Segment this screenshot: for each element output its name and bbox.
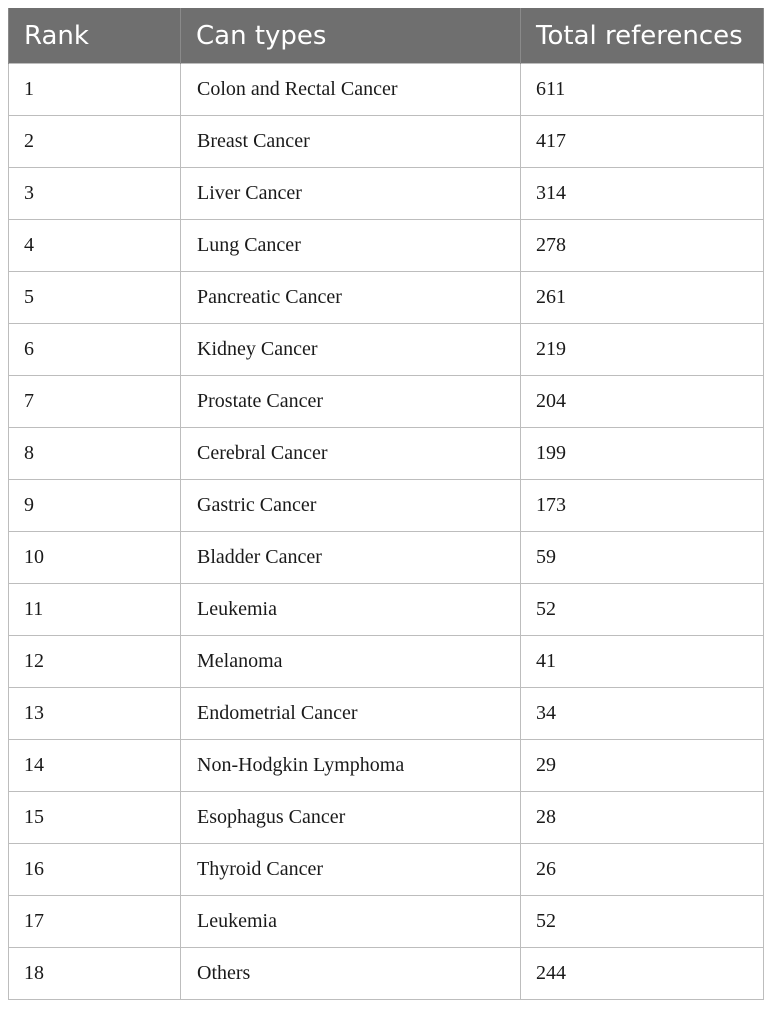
header-can-types: Can types <box>181 8 521 64</box>
rank-cell: 14 <box>9 740 181 792</box>
total-references-cell: 261 <box>521 272 764 324</box>
table-row <box>9 792 764 844</box>
total-references-cell: 52 <box>521 896 764 948</box>
can-type-cell: Bladder Cancer <box>181 532 521 584</box>
table-row <box>9 220 764 272</box>
total-references-cell: 34 <box>521 688 764 740</box>
table-body <box>9 64 764 1000</box>
table-row <box>9 948 764 1000</box>
table-header <box>9 8 764 64</box>
can-type-cell: Pancreatic Cancer <box>181 272 521 324</box>
can-type-cell: Prostate Cancer <box>181 376 521 428</box>
can-type-cell: Lung Cancer <box>181 220 521 272</box>
rank-cell: 12 <box>9 636 181 688</box>
rank-cell: 9 <box>9 480 181 532</box>
table-row <box>9 896 764 948</box>
table-row <box>9 168 764 220</box>
can-type-cell: Leukemia <box>181 896 521 948</box>
table-row <box>9 532 764 584</box>
can-type-cell: Breast Cancer <box>181 116 521 168</box>
total-references-cell: 26 <box>521 844 764 896</box>
total-references-cell: 199 <box>521 428 764 480</box>
rank-cell: 18 <box>9 948 181 1000</box>
can-type-cell: Colon and Rectal Cancer <box>181 64 521 116</box>
can-type-cell: Esophagus Cancer <box>181 792 521 844</box>
can-type-cell: Liver Cancer <box>181 168 521 220</box>
rank-cell: 17 <box>9 896 181 948</box>
rank-cell: 5 <box>9 272 181 324</box>
table-row <box>9 688 764 740</box>
total-references-cell: 314 <box>521 168 764 220</box>
can-type-cell: Others <box>181 948 521 1000</box>
rank-cell: 6 <box>9 324 181 376</box>
total-references-cell: 244 <box>521 948 764 1000</box>
can-type-cell: Endometrial Cancer <box>181 688 521 740</box>
header-rank: Rank <box>9 8 181 64</box>
total-references-cell: 278 <box>521 220 764 272</box>
rank-cell: 4 <box>9 220 181 272</box>
total-references-cell: 611 <box>521 64 764 116</box>
rank-cell: 3 <box>9 168 181 220</box>
rank-cell: 7 <box>9 376 181 428</box>
rank-cell: 8 <box>9 428 181 480</box>
can-type-cell: Thyroid Cancer <box>181 844 521 896</box>
total-references-cell: 219 <box>521 324 764 376</box>
table-row <box>9 116 764 168</box>
total-references-cell: 28 <box>521 792 764 844</box>
table-row <box>9 428 764 480</box>
can-type-cell: Non-Hodgkin Lymphoma <box>181 740 521 792</box>
rank-cell: 15 <box>9 792 181 844</box>
rank-cell: 11 <box>9 584 181 636</box>
cancer-references-table-container <box>8 8 763 1000</box>
total-references-cell: 417 <box>521 116 764 168</box>
header-total-references: Total references <box>521 8 764 64</box>
total-references-cell: 204 <box>521 376 764 428</box>
header-row <box>9 8 764 64</box>
total-references-cell: 41 <box>521 636 764 688</box>
cancer-references-table <box>8 8 764 1000</box>
rank-cell: 16 <box>9 844 181 896</box>
table-row <box>9 636 764 688</box>
table-row <box>9 272 764 324</box>
table-row <box>9 64 764 116</box>
total-references-cell: 59 <box>521 532 764 584</box>
can-type-cell: Leukemia <box>181 584 521 636</box>
table-row <box>9 740 764 792</box>
total-references-cell: 173 <box>521 480 764 532</box>
can-type-cell: Gastric Cancer <box>181 480 521 532</box>
table-row <box>9 480 764 532</box>
can-type-cell: Kidney Cancer <box>181 324 521 376</box>
rank-cell: 1 <box>9 64 181 116</box>
rank-cell: 13 <box>9 688 181 740</box>
total-references-cell: 52 <box>521 584 764 636</box>
rank-cell: 2 <box>9 116 181 168</box>
table-row <box>9 376 764 428</box>
total-references-cell: 29 <box>521 740 764 792</box>
can-type-cell: Melanoma <box>181 636 521 688</box>
table-row <box>9 844 764 896</box>
table-row <box>9 324 764 376</box>
rank-cell: 10 <box>9 532 181 584</box>
table-row <box>9 584 764 636</box>
can-type-cell: Cerebral Cancer <box>181 428 521 480</box>
